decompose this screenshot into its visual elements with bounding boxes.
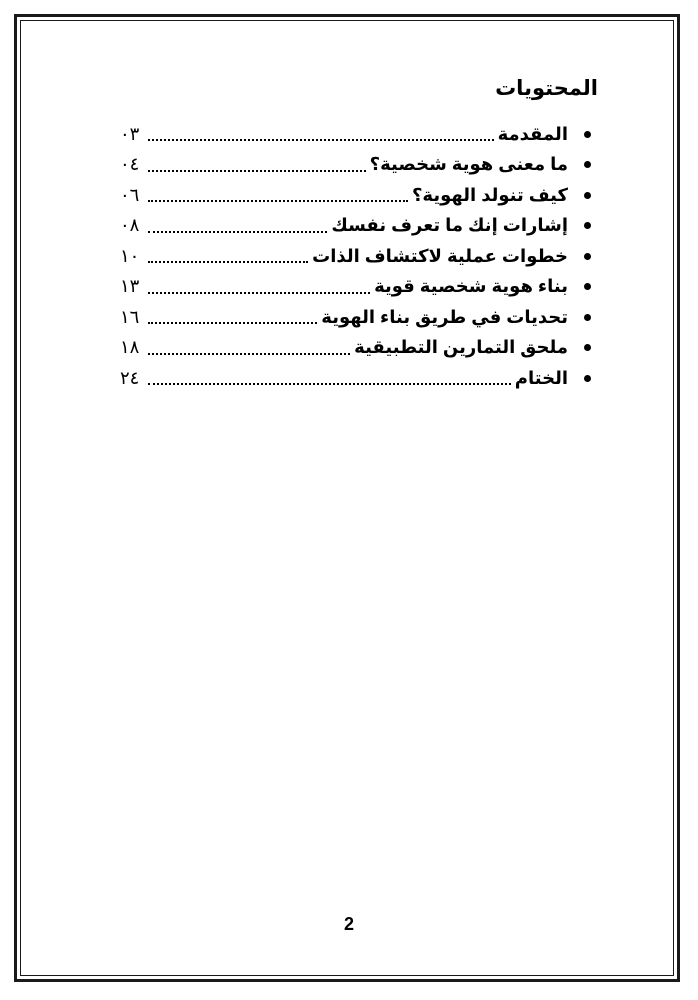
toc-title: المحتويات	[495, 77, 598, 100]
toc-entry-page: ٢٤	[120, 367, 140, 388]
dot-leader	[148, 139, 494, 141]
toc-entry-page: ١٦	[120, 306, 140, 327]
dot-leader	[148, 322, 317, 324]
toc-entry-label: كيف تنولد الهوية؟	[411, 184, 568, 205]
toc-entry-page: ٠٣	[120, 123, 140, 144]
toc-entry-page: ١٠	[120, 245, 140, 266]
toc-entry[interactable]	[120, 180, 593, 211]
bullet-icon	[584, 283, 591, 290]
dot-leader	[148, 200, 408, 202]
toc-entry-label: الختام	[514, 367, 568, 388]
toc-entry[interactable]	[120, 211, 593, 242]
dot-leader	[148, 292, 370, 294]
page-number: 2	[343, 914, 354, 934]
toc-entry-label: المقدمة	[497, 123, 568, 144]
bullet-icon	[584, 314, 591, 321]
toc-entry[interactable]	[120, 363, 593, 394]
dot-leader	[148, 261, 308, 263]
toc-entry-page: ٠٤	[120, 154, 140, 175]
toc-entry[interactable]	[120, 241, 593, 272]
bullet-icon	[584, 375, 591, 382]
bullet-icon	[584, 344, 591, 351]
toc-entry[interactable]	[120, 302, 593, 333]
dot-leader	[148, 383, 511, 385]
dot-leader	[148, 231, 327, 233]
toc-entry-label: بناء هوية شخصية قوية	[374, 276, 568, 297]
dot-leader	[148, 353, 350, 355]
toc-entry-page: ٠٨	[120, 215, 140, 236]
bullet-icon	[584, 192, 591, 199]
toc-entry-label: خطوات عملية لاكتشاف الذات	[312, 245, 568, 266]
toc-entry[interactable]	[120, 272, 593, 303]
dot-leader	[148, 170, 366, 172]
bullet-icon	[584, 131, 591, 138]
toc-entry-page: ١٣	[120, 276, 140, 297]
bullet-icon	[584, 161, 591, 168]
toc-entry[interactable]	[120, 333, 593, 364]
toc-entry-page: ٠٦	[120, 184, 140, 205]
bullet-icon	[584, 222, 591, 229]
toc-entry-label: ملحق التمارين التطبيقية	[354, 337, 568, 358]
toc-entry-label: إشارات إنك ما تعرف نفسك	[331, 215, 568, 236]
toc-entry[interactable]	[120, 119, 593, 150]
toc-entry[interactable]	[120, 150, 593, 181]
toc-entry-page: ١٨	[120, 337, 140, 358]
toc-entry-label: ما معنى هوية شخصية؟	[369, 154, 568, 175]
bullet-icon	[584, 253, 591, 260]
toc-list	[120, 119, 593, 394]
toc-entry-label: تحديات في طريق بناء الهوية	[321, 306, 568, 327]
